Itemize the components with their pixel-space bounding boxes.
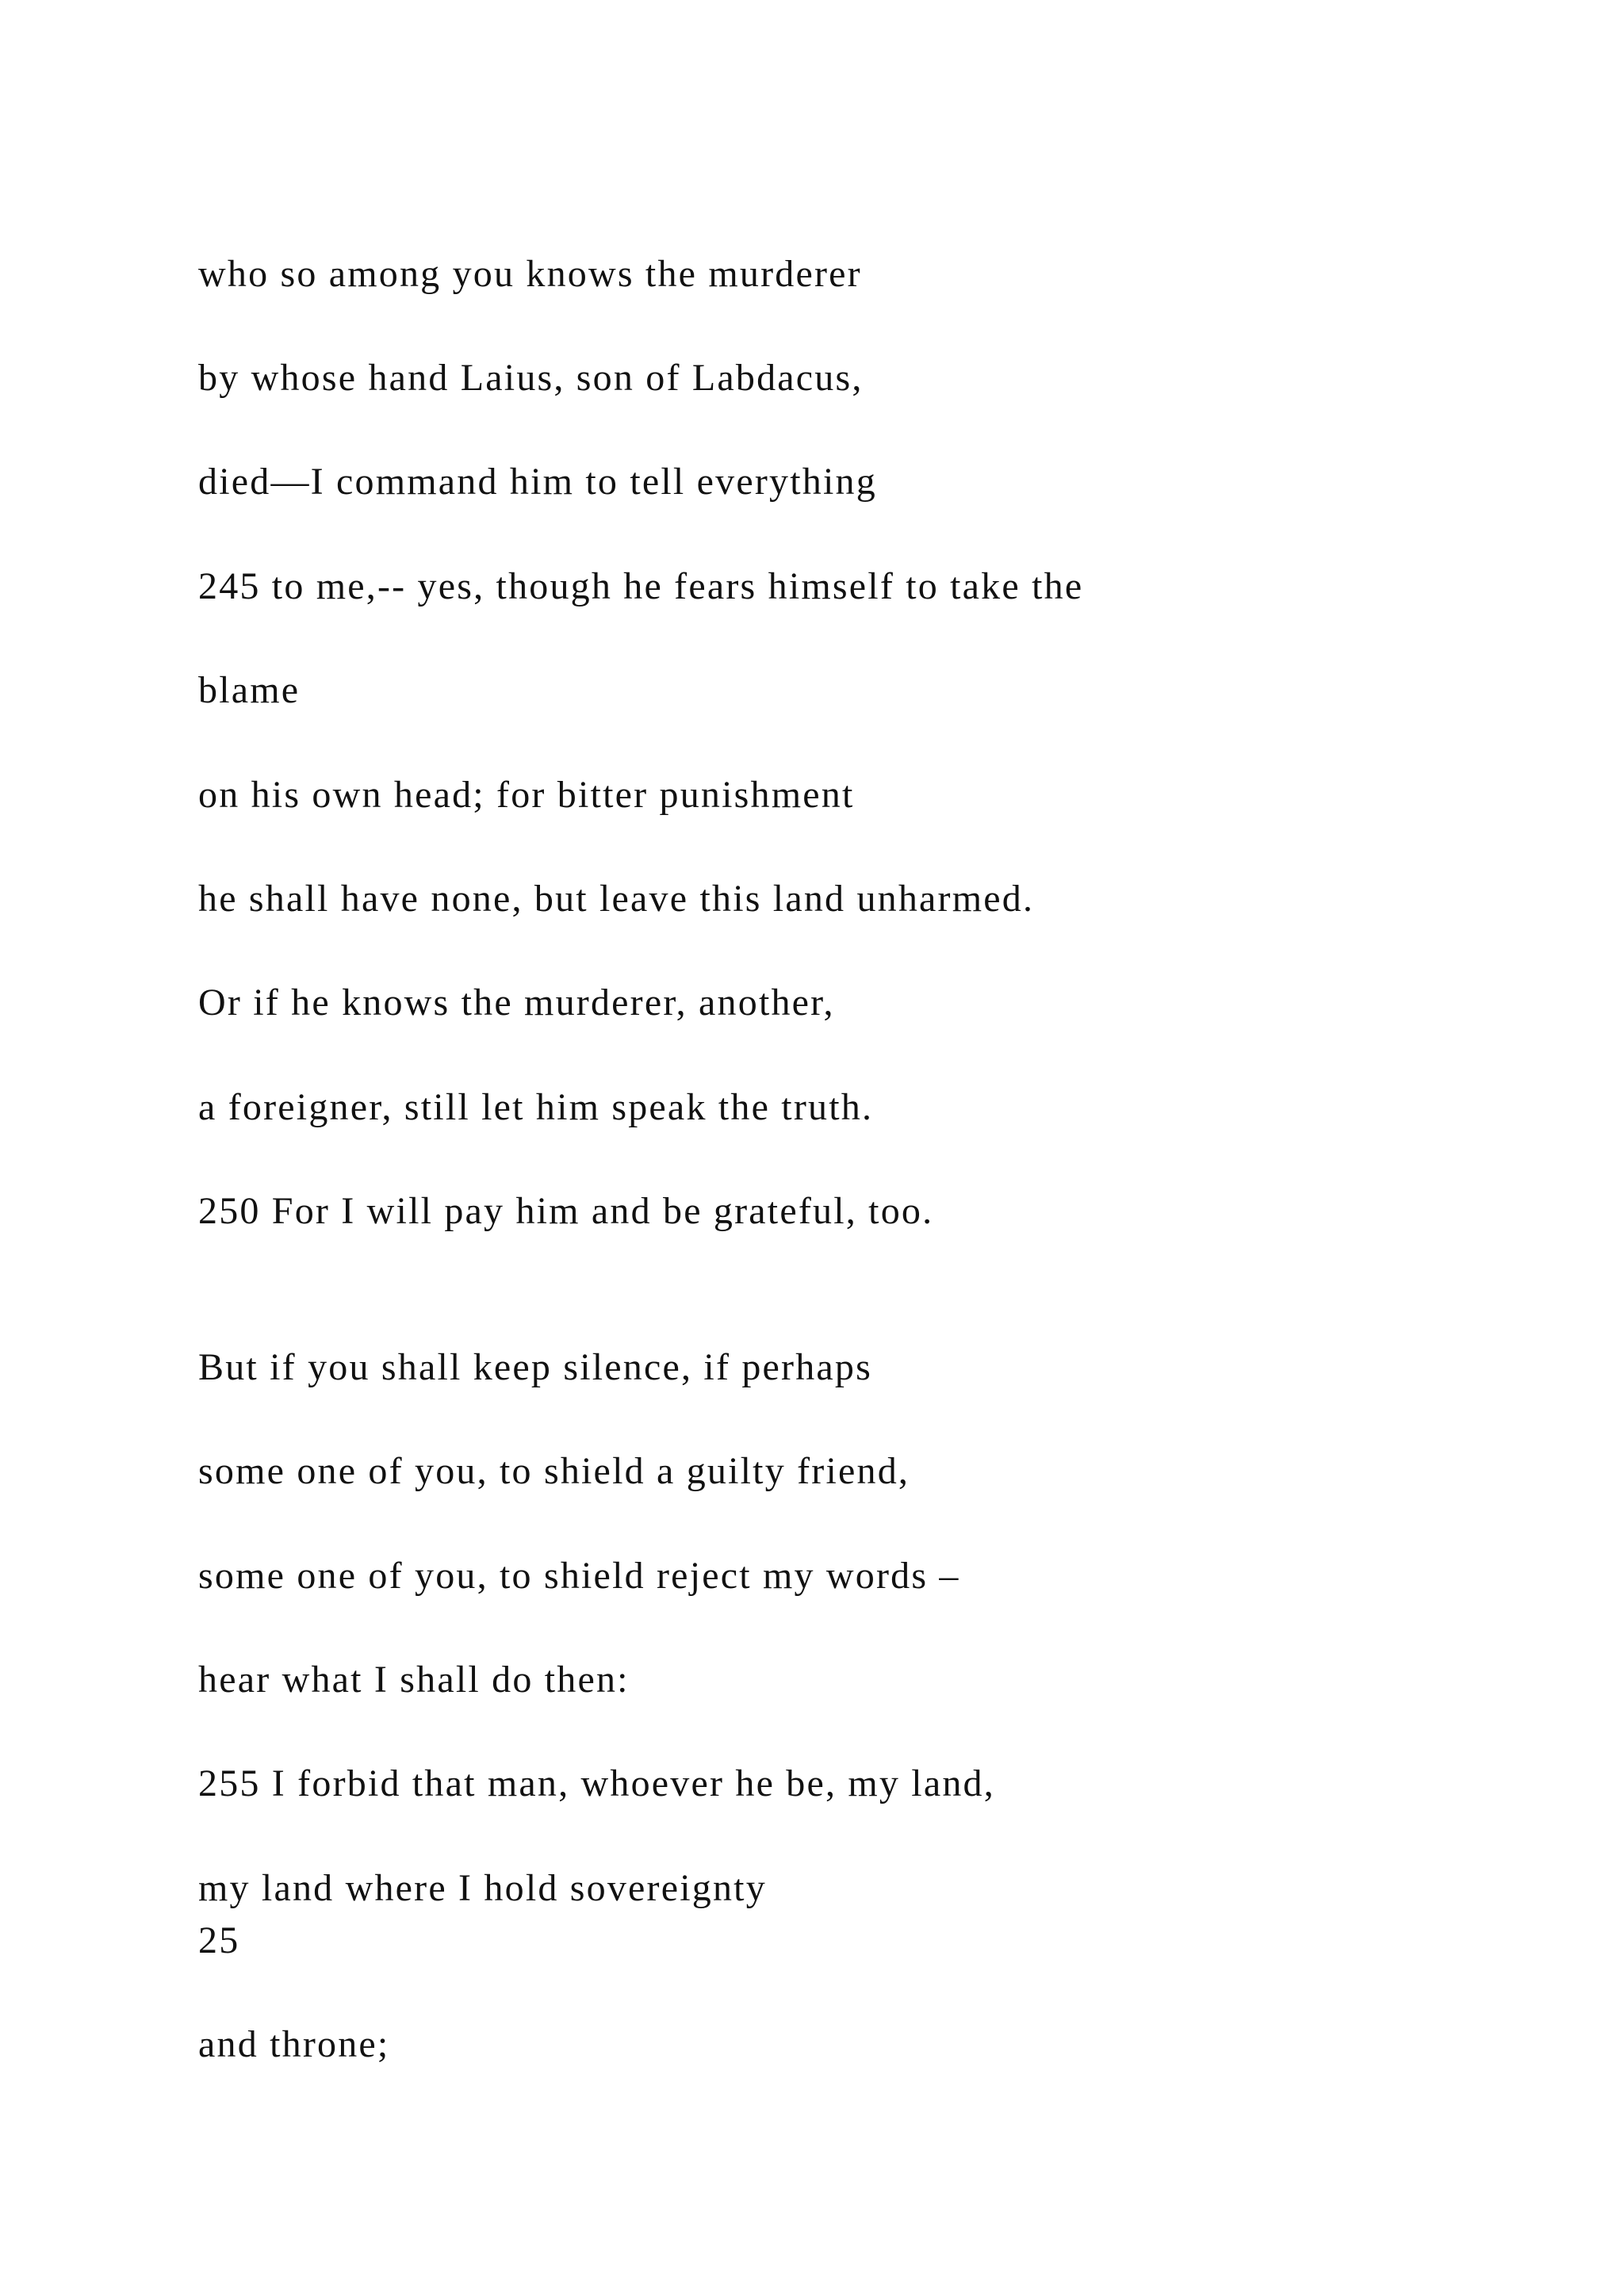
text-line: blame [198,669,301,711]
text-line: But if you shall keep silence, if perhaps [198,1346,872,1388]
page-number: 25 [198,1919,240,1961]
text-line: some one of you, to shield reject my words – [198,1555,960,1597]
text-line: my land where I hold sovereignty [198,1867,767,1909]
text-line: 255 I forbid that man, whoever he be, my land, [198,1762,995,1804]
text-line: 245 to me,-- yes, though he fears himself to take the [198,565,1084,607]
text-line: died—I command him to tell everything [198,461,877,503]
text-line: hear what I shall do then: [198,1659,630,1701]
text-line: he shall have none, but leave this land unharmed. [198,878,1035,920]
text-line: some one of you, to shield a guilty friend, [198,1450,910,1492]
text-line: on his own head; for bitter punishment [198,774,855,816]
text-line: 250 For I will pay him and be grateful, too. [198,1190,934,1232]
text-line: Or if he knows the murderer, another, [198,982,835,1024]
text-line: who so among you knows the murderer [198,253,862,295]
text-line: and throne; [198,2023,390,2065]
text-line: by whose hand Laius, son of Labdacus, [198,357,864,399]
text-line: a foreigner, still let him speak the truth. [198,1086,874,1128]
